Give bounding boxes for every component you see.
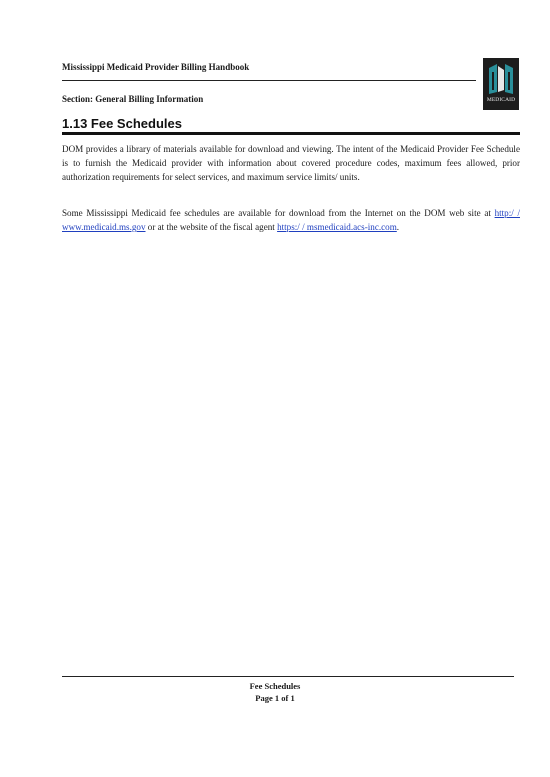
section-label: Section: General Billing Information (62, 94, 204, 104)
page-number: Page 1 of 1 (255, 693, 295, 703)
page-heading: 1.13 Fee Schedules (62, 116, 182, 131)
footer-title: Fee Schedules (249, 681, 301, 691)
download-text-c: . (396, 222, 400, 232)
intro-paragraph: DOM provides a library of materials available for download and viewing. The intent of the Medicaid Provider Fee Schedule is to furnish the Medicaid provider with information about covered procedure codes, maximum fees allowed, prior authorization requirements for select services, and maximum service limits/ units. (62, 144, 520, 182)
logo-wordmark: MEDICAID (486, 97, 516, 103)
footer-divider (62, 676, 514, 677)
heading-divider (62, 132, 520, 135)
download-paragraph (62, 206, 520, 234)
fiscal-agent-link[interactable]: https:/ / msmedicaid.acs-inc.com (277, 222, 397, 232)
download-text-a: Some Mississippi Medicaid fee schedules are available for download from the Internet on the DOM web site at (62, 208, 495, 218)
header-divider (62, 80, 476, 81)
medicaid-logo (483, 58, 519, 110)
download-text-b: or at the website of the fiscal agent (145, 222, 278, 232)
dom-website-link[interactable]: http:/ / www.medicaid.ms.gov (62, 208, 520, 232)
handbook-title: Mississippi Medicaid Provider Billing Handbook (62, 62, 250, 72)
